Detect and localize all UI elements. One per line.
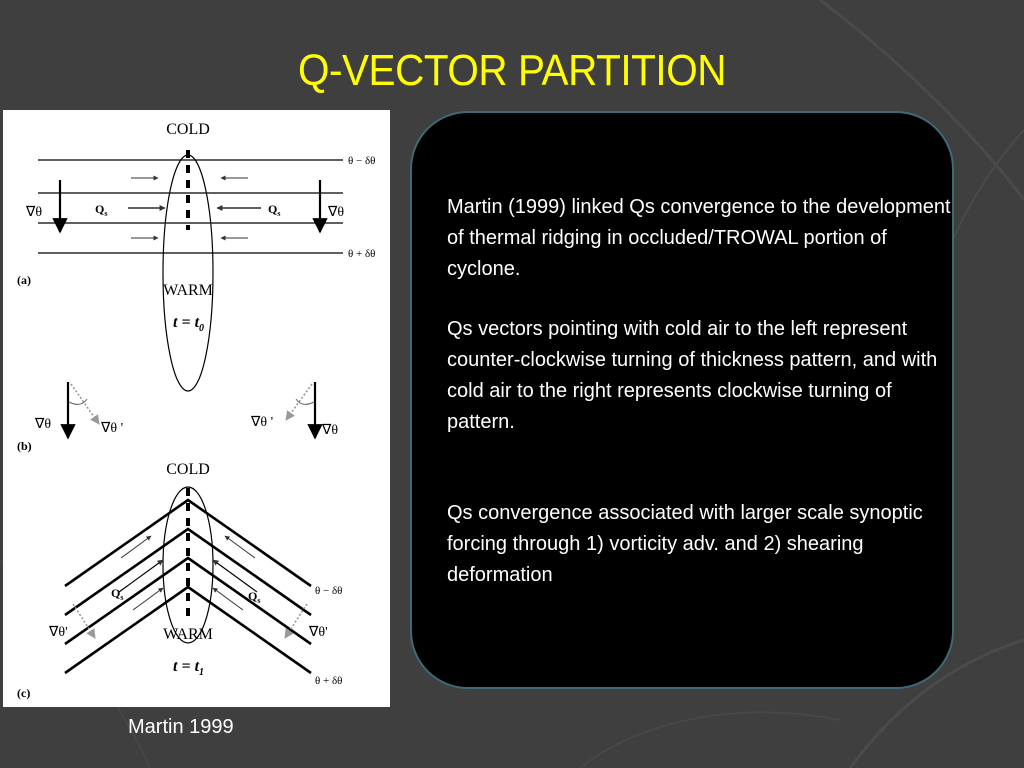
panel-a-qs-left: $Q_s$ <box>95 202 108 218</box>
panel-b <box>17 382 338 453</box>
qs-arrow <box>119 560 163 592</box>
panel-a-grad-left: ∇θ <box>26 205 43 220</box>
panel-c-cold-label: COLD <box>166 461 210 478</box>
panel-c-warm-label: WARM <box>163 626 213 643</box>
panel-a-label: (a) <box>17 273 31 287</box>
qs-arrow <box>213 560 257 592</box>
panel-b-grad-left-prime: ∇θ ' <box>101 421 124 436</box>
panel-b-label: (b) <box>17 439 32 453</box>
martin-figure <box>3 110 390 707</box>
turn-arc <box>296 399 314 404</box>
panel-a-warm-label: WARM <box>163 282 213 299</box>
panel-b-grad-right-prime: ∇θ ' <box>251 415 274 430</box>
panel-a-qs-right: $Q_s$ <box>268 202 281 218</box>
panel-a-grad-right: ∇θ <box>328 205 345 220</box>
text-box <box>410 111 954 689</box>
turn-arc <box>69 399 87 404</box>
panel-a-time: $t = t_0$ <box>173 314 205 334</box>
panel-c-label: (c) <box>17 686 31 700</box>
panel-c <box>17 461 342 700</box>
panel-c-qs-right: $Q_s$ <box>248 589 261 605</box>
panel-c-grad-left: ∇θ' <box>49 625 68 640</box>
panel-a-theta-plus: θ + δθ <box>348 248 376 260</box>
panel-b-grad-left: ∇θ <box>35 417 52 432</box>
panel-c-grad-right: ∇θ' <box>309 625 328 640</box>
panel-c-qs-left: $Q_s$ <box>111 586 124 602</box>
panel-c-time: $t = t_1$ <box>173 658 205 678</box>
qs-arrow <box>121 536 151 558</box>
panel-a-theta-minus: θ − δθ <box>348 155 376 167</box>
isotherm-chevron-2 <box>65 529 311 615</box>
panel-c-theta-plus: θ + δθ <box>315 675 343 687</box>
paragraph-1: Martin (1999) linked Qs convergence to the development of thermal ridging in occluded/TROWAL portion of cyclone. <box>447 196 951 280</box>
slide-title: Q-VECTOR PARTITION <box>297 46 727 95</box>
isotherm-chevron-1 <box>65 500 311 586</box>
grad-prime-arrow-c-left <box>73 604 95 638</box>
panel-a-ellipse <box>163 155 213 391</box>
qs-arrow <box>225 536 255 558</box>
panel-b-grad-right: ∇θ <box>322 423 339 438</box>
figure-caption: Martin 1999 <box>128 716 234 738</box>
panel-a <box>17 121 375 391</box>
paragraph-3: Qs convergence associated with larger scale synoptic forcing through 1) vorticity adv. and 2) shearing deformation <box>447 502 923 586</box>
paragraph-2: Qs vectors pointing with cold air to the left represent counter-clockwise turning of thickness pattern, and with cold air to the right represents clockwise turning of pattern. <box>447 318 938 433</box>
panel-c-theta-minus: θ − δθ <box>315 585 343 597</box>
panel-a-cold-label: COLD <box>166 121 210 138</box>
